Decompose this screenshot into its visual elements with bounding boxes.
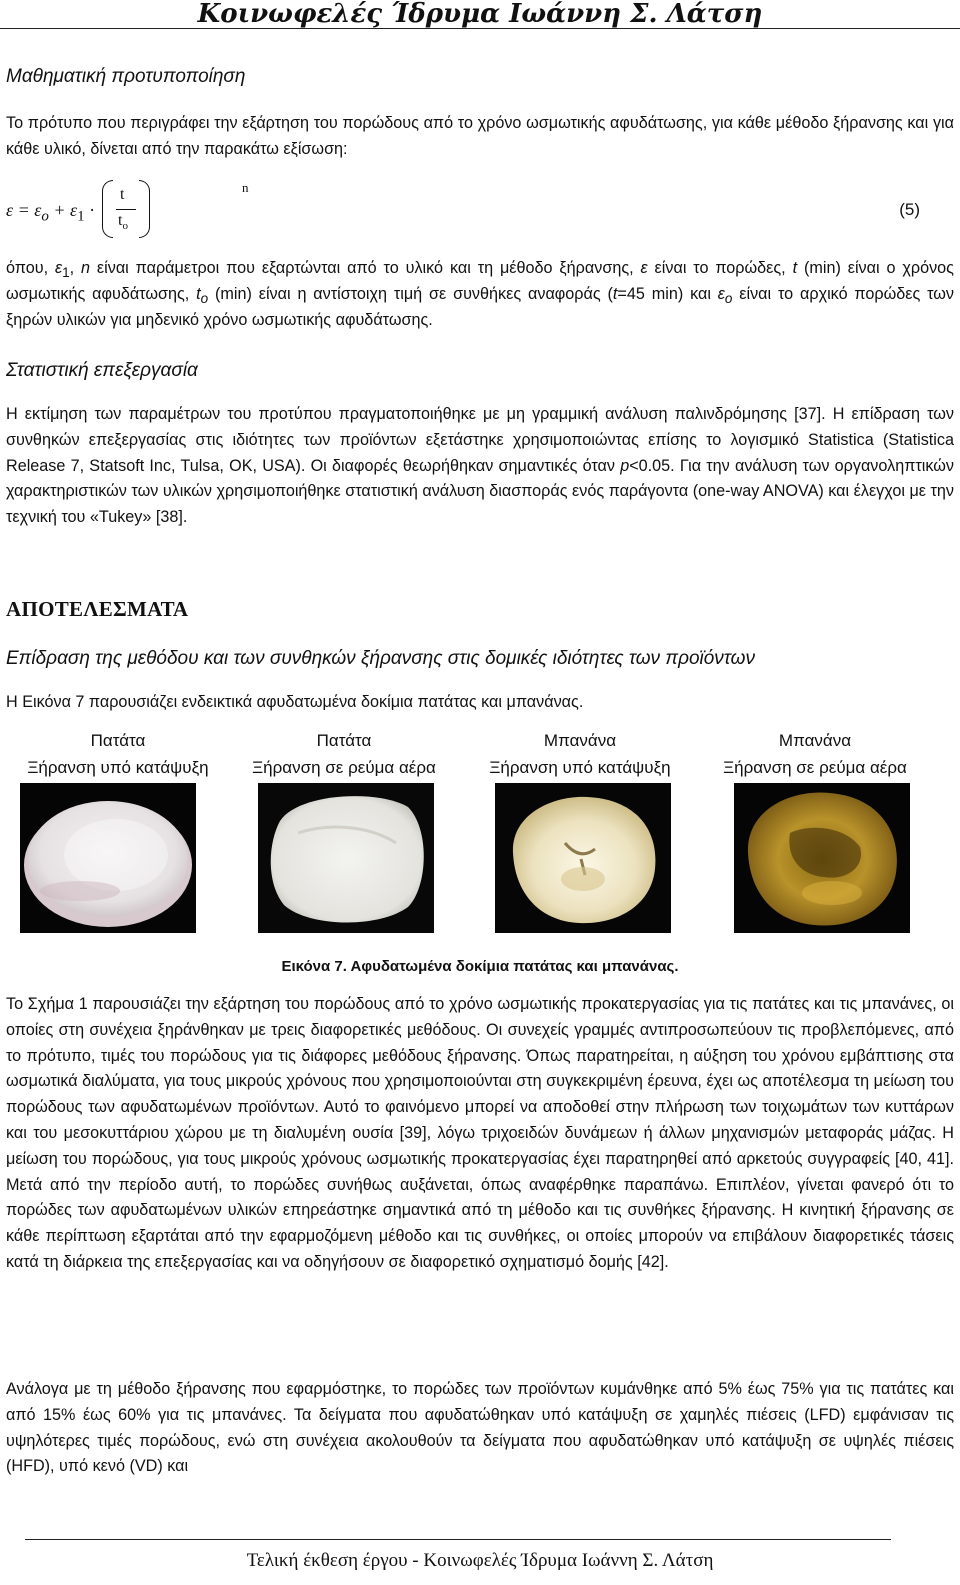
figure-label-2: Πατάτα Ξήρανση σε ρεύμα αέρα — [252, 731, 436, 777]
photo-banana-air-dried — [734, 783, 910, 933]
section-title-modeling: Μαθηματική προτυποποίηση — [6, 66, 246, 87]
figure-label-1: Πατάτα Ξήρανση υπό κατάψυξη — [27, 731, 209, 777]
photo-banana-freeze-dried — [495, 783, 671, 933]
header-rule — [0, 28, 960, 29]
equation-fraction — [102, 180, 249, 238]
figure-caption: Εικόνα 7. Αφυδατωμένα δοκίμια πατάτας και μπανάνας. — [281, 958, 679, 975]
equation-exponent: n — [242, 180, 249, 195]
photo-potato-freeze-dried — [20, 783, 196, 933]
statistics-text: Η εκτίμηση των παραμέτρων του προτύπου πραγματοποιήθηκε με μη γραμμική ανάλυση παλινδρόμησης [37]. Η επίδραση των συνθηκών επεξεργασίας στις ιδιότητες των προϊόντων εξετάστηκε χρησιμοποιώντας επίσης το λογισμικό Statistica (Statistica Release 7, Statsoft Inc, Tulsa, OK, USA). Οι διαφορές θεωρήθηκαν σημαντικές όταν p<0.05. Για την ανάλυση των οργανοληπτικών χαρακτηριστικών των υλικών χρησιμοποιήθηκε στατιστική ανάλυση διασποράς ενός παράγοντα (one-way ANOVA) και έλεγχοι με την τεχνική του «Tukey» [38]. — [6, 405, 954, 527]
figure-labels — [0, 727, 960, 783]
results-subheading: Επίδραση της μεθόδου και των συνθηκών ξήρανσης στις δομικές ιδιότητες των προϊόντων — [6, 648, 755, 669]
results-paragraph-2: Ανάλογα με τη μέθοδο ξήρανσης που εφαρμόστηκε, το πορώδες των προϊόντων κυμάνθηκε από 5% έως 75% για τις πατάτες και από 15% έως 60% για τις μπανάνες. Τα δείγματα που αφυδατώθηκαν υπό κατάψυξη σε χαμηλές πιέσεις (LFD) εμφάνισαν τις υψηλότερες τιμές πορώδους, ενώ στη συνέχεια ακολουθούν τα δείγματα που αφυδατώθηκαν υπό κατάψυξη σε υψηλές πιέσεις (HFD), υπό κενό (VD) και — [6, 1380, 954, 1476]
figure-label-4: Μπανάνα Ξήρανση σε ρεύμα αέρα — [723, 731, 907, 777]
equation-lhs: $\varepsilon = \varepsilon_o + \varepsilon_1$ · — [6, 200, 96, 225]
footer-rule — [25, 1539, 891, 1540]
modeling-intro: Το πρότυπο που περιγράφει την εξάρτηση του πορώδους από το χρόνο ωσμωτικής αφυδάτωσης, για κάθε μέθοδο ξήρανσης και για κάθε υλικό, δίνεται από την παρακάτω εξίσωση: — [6, 114, 954, 158]
figure-intro: Η Εικόνα 7 παρουσιάζει ενδεικτικά αφυδατωμένα δοκίμια πατάτας και μπανάνας. — [6, 693, 584, 711]
figure-photos — [0, 783, 960, 933]
section-title-statistics: Στατιστική επεξεργασία — [6, 360, 198, 381]
figure-label-3: Μπανάνα Ξήρανση υπό κατάψυξη — [489, 731, 671, 777]
photo-potato-air-dried — [258, 783, 434, 933]
page-footer: Τελική έκθεση έργου - Κοινωφελές Ίδρυμα Ιωάννη Σ. Λάτση — [246, 1550, 714, 1571]
equation-where-text: όπου, $\varepsilon_1$, n είναι παράμετροι που εξαρτώνται από το υλικό και τη μέθοδο ξήρανσης, ε είναι το πορώδες, t (min) είναι ο χρόνος ωσμωτικής αφυδάτωσης, $t_o$ (min) είναι η αντίστοιχη τιμή σε συνθήκες αναφοράς (t=45 min) και $\varepsilon_o$ είναι το αρχικό πορώδες των ξηρών υλικών για μηδενικό χρόνο ωσμωτικής αφυδάτωσης. — [6, 259, 954, 329]
results-heading: ΑΠΟΤΕΛΕΣΜΑΤΑ — [6, 597, 189, 621]
equation-number: (5) — [899, 200, 920, 219]
equation-denominator: $t_o$ — [118, 212, 128, 233]
page-header-title: Κοινωφελές Ίδρυμα Ιωάννη Σ. Λάτση — [197, 0, 763, 29]
equation-row — [6, 176, 954, 242]
results-paragraph-1: Το Σχήμα 1 παρουσιάζει την εξάρτηση του πορώδους από το χρόνο ωσμωτικής προκατεργασίας για τις πατάτες και τις μπανάνες, οι οποίες στη συνέχεια ξηράνθηκαν με τρεις διαφορετικές μεθόδους. Οι συνεχείς γραμμές αντιπροσωπεύουν τις προβλεπόμενες, από το πρότυπο, τιμές του πορώδους για τις διάφορες μεθόδους ξήρανσης. Όπως παρατηρείται, η αύξηση του χρόνου εμβάπτισης στα ωσμωτικά διαλύματα, για τους μικρούς χρόνους που χρησιμοποιούνται στη συγκεκριμένη έρευνα, έχει ως αποτέλεσμα τη μείωση του πορώδους των αφυδατωμένων προϊόντων. Αυτό το φαινόμενο μπορεί να αποδοθεί στην πλήρωση των τοιχωμάτων των κυττάρων και του μεσοκυττάριου χώρου με τη διαλυμένη ουσία [39], λόγω τριχοειδών δυνάμεων ή άλλων μηχανισμών μεταφοράς μάζας. Η μείωση του πορώδους, για τους μικρούς χρόνους ωσμωτικής προκατεργασίας έχει παρατηρηθεί από αρκετούς συγγραφείς [40, 41]. Μετά από την περίοδο αυτή, το πορώδες συνήθως αυξάνεται, όπως αναφέρθηκε παραπάνω. Επιπλέον, γίνεται φανερό ότι το πορώδες των αφυδατωμένων υλικών επηρεάστηκε σημαντικά από τη μέθοδο και τις συνθήκες ξήρανσης. Η κινητική ξήρανσης σε κάθε περίπτωση εξαρτάται από την εφαρμοζόμενη μέθοδο και τις συνθήκες, οι οποίες μπορούν να επιβάλουν διαφορετικές τάσεις κατά τη διάρκεια της επεξεργασίας και να οδηγήσουν σε διαφορετικό σχηματισμό δομής [42]. — [6, 995, 954, 1271]
equation-numerator: t — [120, 186, 125, 203]
